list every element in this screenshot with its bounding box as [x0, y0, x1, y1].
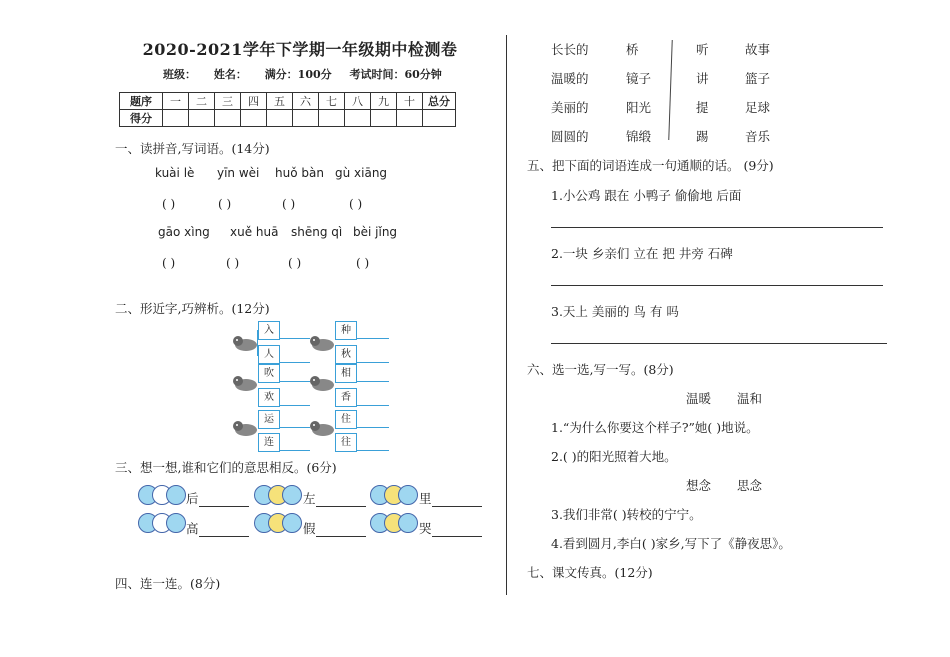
char-box: 住: [335, 410, 357, 429]
antonym-item: 高: [186, 519, 249, 537]
match-word[interactable]: 圆圆的: [551, 129, 589, 144]
pinyin: gāo xìng: [158, 225, 210, 239]
answer-line[interactable]: [551, 227, 883, 228]
char-box: 入: [258, 321, 280, 340]
answer-line[interactable]: [432, 493, 482, 507]
exam-meta: [163, 66, 456, 82]
answer-line[interactable]: [551, 285, 883, 286]
char-box: 运: [258, 410, 280, 429]
score-cell[interactable]: [215, 110, 241, 127]
q5-item: 1.小公鸡 跟在 小鸭子 偷偷地 后面: [551, 188, 742, 203]
score-cell[interactable]: [241, 110, 267, 127]
pinyin: kuài lè: [155, 166, 195, 180]
meta-full-score: 满分：100分: [264, 68, 332, 81]
word-choice: 温和: [737, 391, 763, 406]
score-row-label: 得分: [120, 110, 163, 127]
score-header-cell: 一: [163, 93, 189, 110]
match-word[interactable]: 提: [696, 100, 709, 115]
char-box: 人: [258, 345, 280, 364]
answer-blank[interactable]: ( ): [162, 256, 176, 270]
pinyin: bèi jǐng: [353, 225, 398, 239]
q1-heading: 一、读拼音,写词语。(14分): [115, 141, 270, 156]
q4-heading: 四、连一连。(8分): [115, 576, 221, 591]
score-cell[interactable]: [345, 110, 371, 127]
answer-blank[interactable]: ( ): [226, 256, 240, 270]
word-choice: 思念: [737, 478, 763, 493]
column-divider: [506, 35, 507, 595]
q3-heading: 三、想一想,谁和它们的意思相反。(6分): [115, 460, 337, 475]
score-header-cell: 七: [319, 93, 345, 110]
q5-heading: 五、把下面的词语连成一句通顺的话。 (9分): [527, 158, 774, 173]
q6-sentence: 2.( )的阳光照着大地。: [551, 449, 677, 464]
answer-circle[interactable]: [166, 513, 186, 533]
score-header-cell: 四: [241, 93, 267, 110]
match-word[interactable]: 音乐: [745, 129, 771, 144]
answer-blank[interactable]: ( ): [356, 256, 370, 270]
q7-heading: 七、课文传真。(12分): [527, 565, 653, 580]
antonym-item: 后: [186, 489, 249, 507]
score-cell[interactable]: [267, 110, 293, 127]
q6-sentence: 3.我们非常( )转校的宁宁。: [551, 507, 702, 522]
meta-time: 考试时间：60分钟: [349, 68, 442, 81]
q5-item: 2.一块 乡亲们 立在 把 井旁 石碑: [551, 246, 733, 261]
score-header-cell: 十: [397, 93, 423, 110]
char-box: 秋: [335, 345, 357, 364]
char-box: 香: [335, 388, 357, 407]
match-word[interactable]: 故事: [745, 42, 771, 57]
answer-line[interactable]: [551, 343, 887, 344]
answer-line[interactable]: [432, 523, 482, 537]
answer-circle[interactable]: [282, 485, 302, 505]
match-word[interactable]: 听: [696, 42, 709, 57]
answer-circle[interactable]: [282, 513, 302, 533]
meta-class: 班级：: [163, 68, 196, 81]
answer-line[interactable]: [199, 493, 249, 507]
antonym-item: 假: [303, 519, 366, 537]
meta-name: 姓名：: [213, 68, 247, 81]
score-cell[interactable]: [189, 110, 215, 127]
answer-blank[interactable]: ( ): [282, 197, 296, 211]
puppy-icon: [233, 373, 259, 393]
char-box: 种: [335, 321, 357, 340]
puppy-icon: [233, 333, 259, 353]
score-cell[interactable]: [423, 110, 456, 127]
match-word[interactable]: 长长的: [551, 42, 589, 57]
antonym-item: 里: [419, 489, 482, 507]
score-header-cell: 二: [189, 93, 215, 110]
match-word[interactable]: 美丽的: [551, 100, 589, 115]
match-divider: [668, 40, 672, 140]
score-header-cell: 八: [345, 93, 371, 110]
q5-item: 3.天上 美丽的 鸟 有 吗: [551, 304, 679, 319]
match-word[interactable]: 篮子: [745, 71, 771, 86]
q6-sentence: 1.“为什么你要这个样子?”她( )地说。: [551, 420, 759, 435]
score-header-cell: 总分: [423, 93, 456, 110]
score-cell[interactable]: [371, 110, 397, 127]
pinyin: shēng qì: [291, 225, 343, 239]
score-cell[interactable]: [397, 110, 423, 127]
answer-line[interactable]: [316, 493, 366, 507]
pinyin: gù xiāng: [335, 166, 388, 180]
q6-heading: 六、选一选,写一写。(8分): [527, 362, 674, 377]
answer-line[interactable]: [316, 523, 366, 537]
score-cell[interactable]: [319, 110, 345, 127]
score-header-cell: 题序: [120, 93, 163, 110]
q6-sentence: 4.看到圆月,李白( )家乡,写下了《静夜思》。: [551, 536, 791, 551]
match-word[interactable]: 踢: [696, 129, 709, 144]
pinyin: xuě huā: [230, 225, 279, 239]
score-table: [119, 92, 456, 127]
answer-line[interactable]: [199, 523, 249, 537]
score-header-cell: 六: [293, 93, 319, 110]
match-word[interactable]: 桥: [626, 42, 639, 57]
score-header-cell: 三: [215, 93, 241, 110]
match-word[interactable]: 讲: [696, 71, 709, 86]
score-header-cell: 九: [371, 93, 397, 110]
match-word[interactable]: 阳光: [626, 100, 652, 115]
answer-circle[interactable]: [398, 513, 418, 533]
answer-blank[interactable]: ( ): [349, 197, 363, 211]
score-header-cell: 五: [267, 93, 293, 110]
answer-circle[interactable]: [398, 485, 418, 505]
char-box: 相: [335, 364, 357, 383]
puppy-icon: [233, 418, 259, 438]
answer-blank[interactable]: ( ): [162, 197, 176, 211]
char-box: 连: [258, 433, 280, 452]
char-box: 吹: [258, 364, 280, 383]
answer-blank[interactable]: ( ): [288, 256, 302, 270]
q2-heading: 二、形近字,巧辨析。(12分): [115, 301, 270, 316]
score-cell[interactable]: [293, 110, 319, 127]
score-cell[interactable]: [163, 110, 189, 127]
char-box: 欢: [258, 388, 280, 407]
antonym-item: 左: [303, 489, 366, 507]
antonym-item: 哭: [419, 519, 482, 537]
word-choice: 想念: [686, 478, 712, 493]
answer-blank[interactable]: ( ): [218, 197, 232, 211]
match-word[interactable]: 镜子: [626, 71, 652, 86]
puppy-icon: [310, 333, 336, 353]
match-word[interactable]: 锦缎: [626, 129, 652, 144]
puppy-icon: [310, 418, 336, 438]
char-box: 往: [335, 433, 357, 452]
pinyin: yīn wèi: [217, 166, 260, 180]
match-word[interactable]: 足球: [745, 100, 771, 115]
puppy-icon: [310, 373, 336, 393]
pinyin: huǒ bàn: [275, 166, 324, 180]
word-choice: 温暖: [686, 391, 712, 406]
page-title: 2020-2021学年下学期一年级期中检测卷: [142, 40, 458, 59]
match-word[interactable]: 温暖的: [551, 71, 589, 86]
answer-circle[interactable]: [166, 485, 186, 505]
